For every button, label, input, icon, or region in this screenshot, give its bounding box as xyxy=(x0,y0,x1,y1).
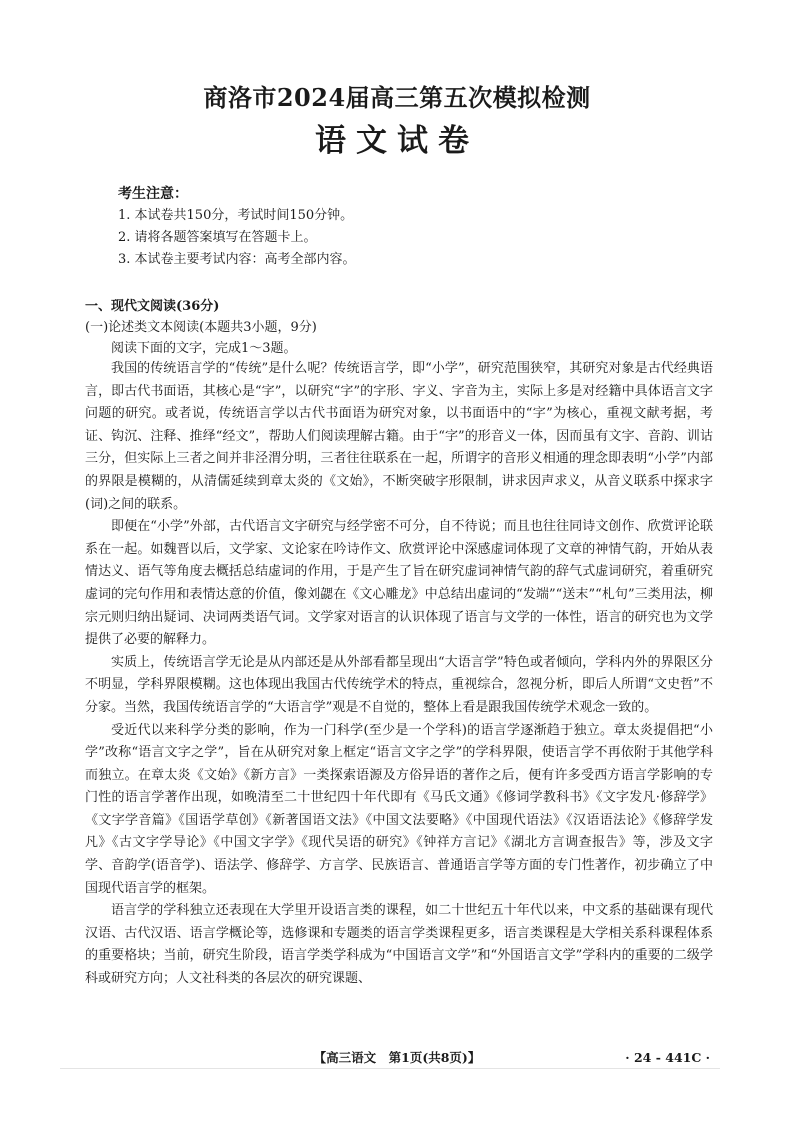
notice-heading: 考生注意： xyxy=(118,186,188,202)
subject-title: 语文试卷 xyxy=(315,123,479,159)
page-number-label: 【高三语文 第1页(共8页)】 xyxy=(313,1050,481,1065)
passage-paragraph: 受近代以来科学分类的影响，作为一门科学(至少是一个学科)的语言学逐渐趋于独立。章太炎提倡把“小学”改称“语言文字之学”，旨在从研究对象上框定“语言文字之学”的学科界限，使语言学不再依附于其他学科而独立。在章太炎《文始》《新方言》一类探索语源及方俗异语的著作之后，便有许多受西方语言学影响的专门性的语言学著作出现，如晚清至二十世纪四十年代即有《马氏文通》《修词学教科书》《文字发凡·修辞学》《文字学音篇》《国语学草创》《新著国语文法》《中国文法要略》《中国现代语法》《汉语语法论》《修辞学发凡》《古文字学导论》《中国文字学》《现代吴语的研究》《钟祥方言记》《湖北方言调查报告》等，涉及文字学、音韵学(语音学)、语法学、修辞学、方言学、民族语言、普通语言学等方面的专门性著作，初步确立了中国现代语言学的框架。 xyxy=(85,722,713,896)
section-subheading: (一)论述类文本阅读(本题共3小题，9分) xyxy=(85,320,317,335)
reading-instruction: 阅读下面的文字，完成1～3题。 xyxy=(111,341,297,356)
page-footer xyxy=(0,1048,794,1068)
bottom-divider xyxy=(60,1068,720,1069)
notice-item: 2. 请将各题答案填写在答题卡上。 xyxy=(118,230,317,245)
section-heading: 一、现代文阅读(36分) xyxy=(85,299,220,314)
passage-paragraph: 即便在“小学”外部，古代语言文字研究与经学密不可分，自不待说；而且也往往同诗文创作、欣赏评论联系在一起。如魏晋以后，文学家、文论家在吟诗作文、欣赏评论中深感虚词体现了文章的神情气韵，开始从表情达义、语气等角度去概括总结虚词的作用，于是产生了旨在研究虚词神情气韵的辞气式虚词研究，着重研究虚词的完句作用和表情达意的价值，像刘勰在《文心雕龙》中总结出虚词的“发端”“送末”“札句”三类用法，柳宗元则归纳出疑词、决词两类语气词。文学家对语言的认识体现了语言与文学的一体性，语言的研究也为文学提供了必要的解释力。 xyxy=(85,519,713,648)
notice-item: 1. 本试卷共150分，考试时间150分钟。 xyxy=(118,208,354,223)
passage-paragraph: 我国的传统语言学的“传统”是什么呢？传统语言学，即“小学”，研究范围狭窄，其研究对象是古代经典语言，即古代书面语，其核心是“字”，以研究“字”的字形、字义、字音为主，实际上多是对经籍中具体语言文字问题的研究。或者说，传统语言学以古代书面语为研究对象，以书面语中的“字”为核心，重视文献考据，考证、钩沉、注释、推绎“经文”，帮助人们阅读理解古籍。由于“字”的形音义一体，因而虽有文字、音韵、训诂三分，但实际上三者之间并非泾渭分明，三者往往联系在一起，所谓字的音形义相通的理念即表明“小学”内部的界限是模糊的，从清儒延续到章太炎的《文始》，不断突破字形限制，讲求因声求义，从音义联系中探求字(词)之间的联系。 xyxy=(85,361,713,512)
candidate-notice xyxy=(118,183,678,271)
exam-code: · 24 - 441C · xyxy=(625,1050,710,1065)
exam-title: 商洛市2024届高三第五次模拟检测 xyxy=(203,83,591,112)
reading-passage xyxy=(85,358,713,991)
passage-paragraph: 语言学的学科独立还表现在大学里开设语言类的课程，如二十世纪五十年代以来，中文系的基础课有现代汉语、古代汉语、语言学概论等，选修课和专题类的语言学类课程更多，语言类课程是大学相关系科课程体系的重要格块；当前，研究生阶段，语言学类学科成为“中国语言文学”和“外国语言文学”学科内的重要的二级学科或研究方向；人文社科类的各层次的研究课题、 xyxy=(85,903,713,987)
passage-paragraph: 实质上，传统语言学无论是从内部还是从外部看都呈现出“大语言学”特色或者倾向，学科内外的界限区分不明显，学科界限模糊。这也体现出我国古代传统学术的特点，重视综合，忽视分析，即后人所谓“文史哲”不分家。当然，我国传统语言学的“大语言学”观是不自觉的，整体上看是跟我国传统学术观念一致的。 xyxy=(85,654,713,715)
notice-item: 3. 本试卷主要考试内容：高考全部内容。 xyxy=(118,252,356,267)
